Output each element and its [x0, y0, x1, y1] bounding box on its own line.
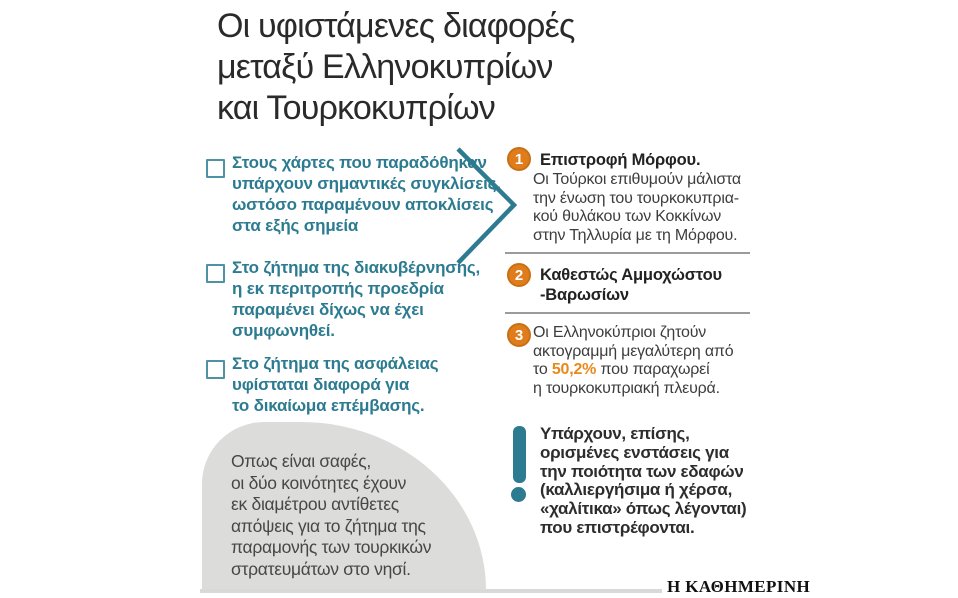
- note-line: (καλλιεργήσιμα ή χέρσα,: [540, 480, 732, 500]
- summary-line: οι δύο κοινότητες έχουν: [231, 472, 407, 493]
- checkbox-icon: [206, 360, 225, 379]
- checklist-line: υφίσταται διαφορά για: [232, 375, 410, 394]
- summary-line: εκ διαμέτρου αντίθετες: [231, 494, 399, 514]
- exclamation-icon: [513, 426, 526, 483]
- item3-line: ακτογραμμή μεγαλύτερη από: [533, 342, 734, 360]
- summary-line: παραμονής των τουρκικών: [231, 537, 432, 557]
- checklist-line: συμφωνηθεί.: [232, 321, 335, 340]
- objections-note: [540, 425, 746, 538]
- checklist-line: στα εξής σημεία: [232, 216, 359, 235]
- checklist-line: παραμένει δίχως να έχει: [232, 300, 424, 319]
- item3-line: Οι Ελληνοκύπριοι ζητούν: [533, 324, 707, 341]
- item3-text: το: [533, 361, 552, 378]
- checklist-line: η εκ περιτροπής προεδρία: [232, 279, 444, 298]
- item2-heading-line2: -Βαρωσίων: [540, 286, 629, 304]
- checklist-item-governance: [232, 257, 492, 341]
- title-line-3: και Τουρκοκυπρίων: [217, 89, 495, 127]
- step-number: 1: [514, 150, 524, 168]
- item3-line-highlighted: [533, 361, 733, 380]
- title-line-1: Οι υφιστάμενες διαφορές: [217, 7, 575, 45]
- note-line: Υπάρχουν, επίσης,: [540, 424, 690, 443]
- summary-line: στρατευμάτων στο νησί.: [231, 558, 411, 579]
- checklist-item-maps: [232, 152, 501, 236]
- checklist-line: Στο ζήτημα της διακυβέρνησης,: [232, 258, 481, 277]
- checklist-line: Στους χάρτες που παραδόθηκαν: [232, 153, 487, 172]
- checklist-item-security: [232, 353, 492, 416]
- step-badge-3: [507, 323, 531, 347]
- item1-line: στην Τηλλυρία με τη Μόρφου.: [533, 226, 738, 244]
- item1-line: την ένωση του τουρκοκυπρια-: [533, 189, 739, 207]
- percentage-value: 50,2%: [551, 361, 597, 378]
- checklist-line: ωστόσο παραμένουν αποκλίσεις: [232, 195, 494, 214]
- item3-line: η τουρκοκυπριακή πλευρά.: [533, 379, 720, 397]
- summary-text: [231, 451, 431, 580]
- checklist-line: Στο ζήτημα της ασφάλειας: [232, 354, 439, 373]
- note-line: την ποιότητα των εδαφών: [540, 461, 744, 481]
- footer-divider: [200, 589, 662, 593]
- checkbox-icon: [206, 159, 225, 178]
- item3-text: που παραχωρεί: [596, 361, 710, 378]
- exclamation-dot-icon: [511, 487, 526, 502]
- checklist-line: υπάρχουν σημαντικές συγκλίσεις,: [232, 174, 501, 193]
- summary-line: Οπως είναι σαφές,: [231, 451, 371, 471]
- step-number: 2: [514, 266, 524, 284]
- separator-line: [505, 252, 750, 254]
- note-line: που επιστρέφονται.: [540, 517, 695, 537]
- item1-line: Οι Τούρκοι επιθυμούν μάλιστα: [533, 171, 741, 188]
- item1-body: [533, 171, 741, 245]
- step-badge-2: [507, 263, 531, 287]
- checkbox-icon: [206, 264, 225, 283]
- item2-heading-line1: Καθεστώς Αμμοχώστου: [540, 266, 722, 284]
- checklist-line: το δικαίωμα επέμβασης.: [232, 396, 425, 415]
- title-line-2: μεταξύ Ελληνοκυπρίων: [217, 48, 553, 86]
- summary-line: απόψεις για το ζήτημα της: [231, 515, 426, 536]
- step-badge-1: [507, 147, 531, 171]
- item1-heading: Επιστροφή Μόρφου.: [540, 151, 701, 169]
- step-number: 3: [514, 326, 524, 344]
- item1-line: κού θυλάκου των Κοκκίνων: [533, 208, 722, 225]
- note-line: ορισμένες ενστάσεις για: [540, 442, 729, 462]
- kathimerini-logo: Η ΚΑΘΗΜΕΡΙΝΗ: [667, 577, 811, 596]
- separator-line: [505, 312, 750, 314]
- item3-body: [533, 324, 733, 398]
- note-line: «χαλίτικα» όπως λέγονται): [540, 499, 747, 519]
